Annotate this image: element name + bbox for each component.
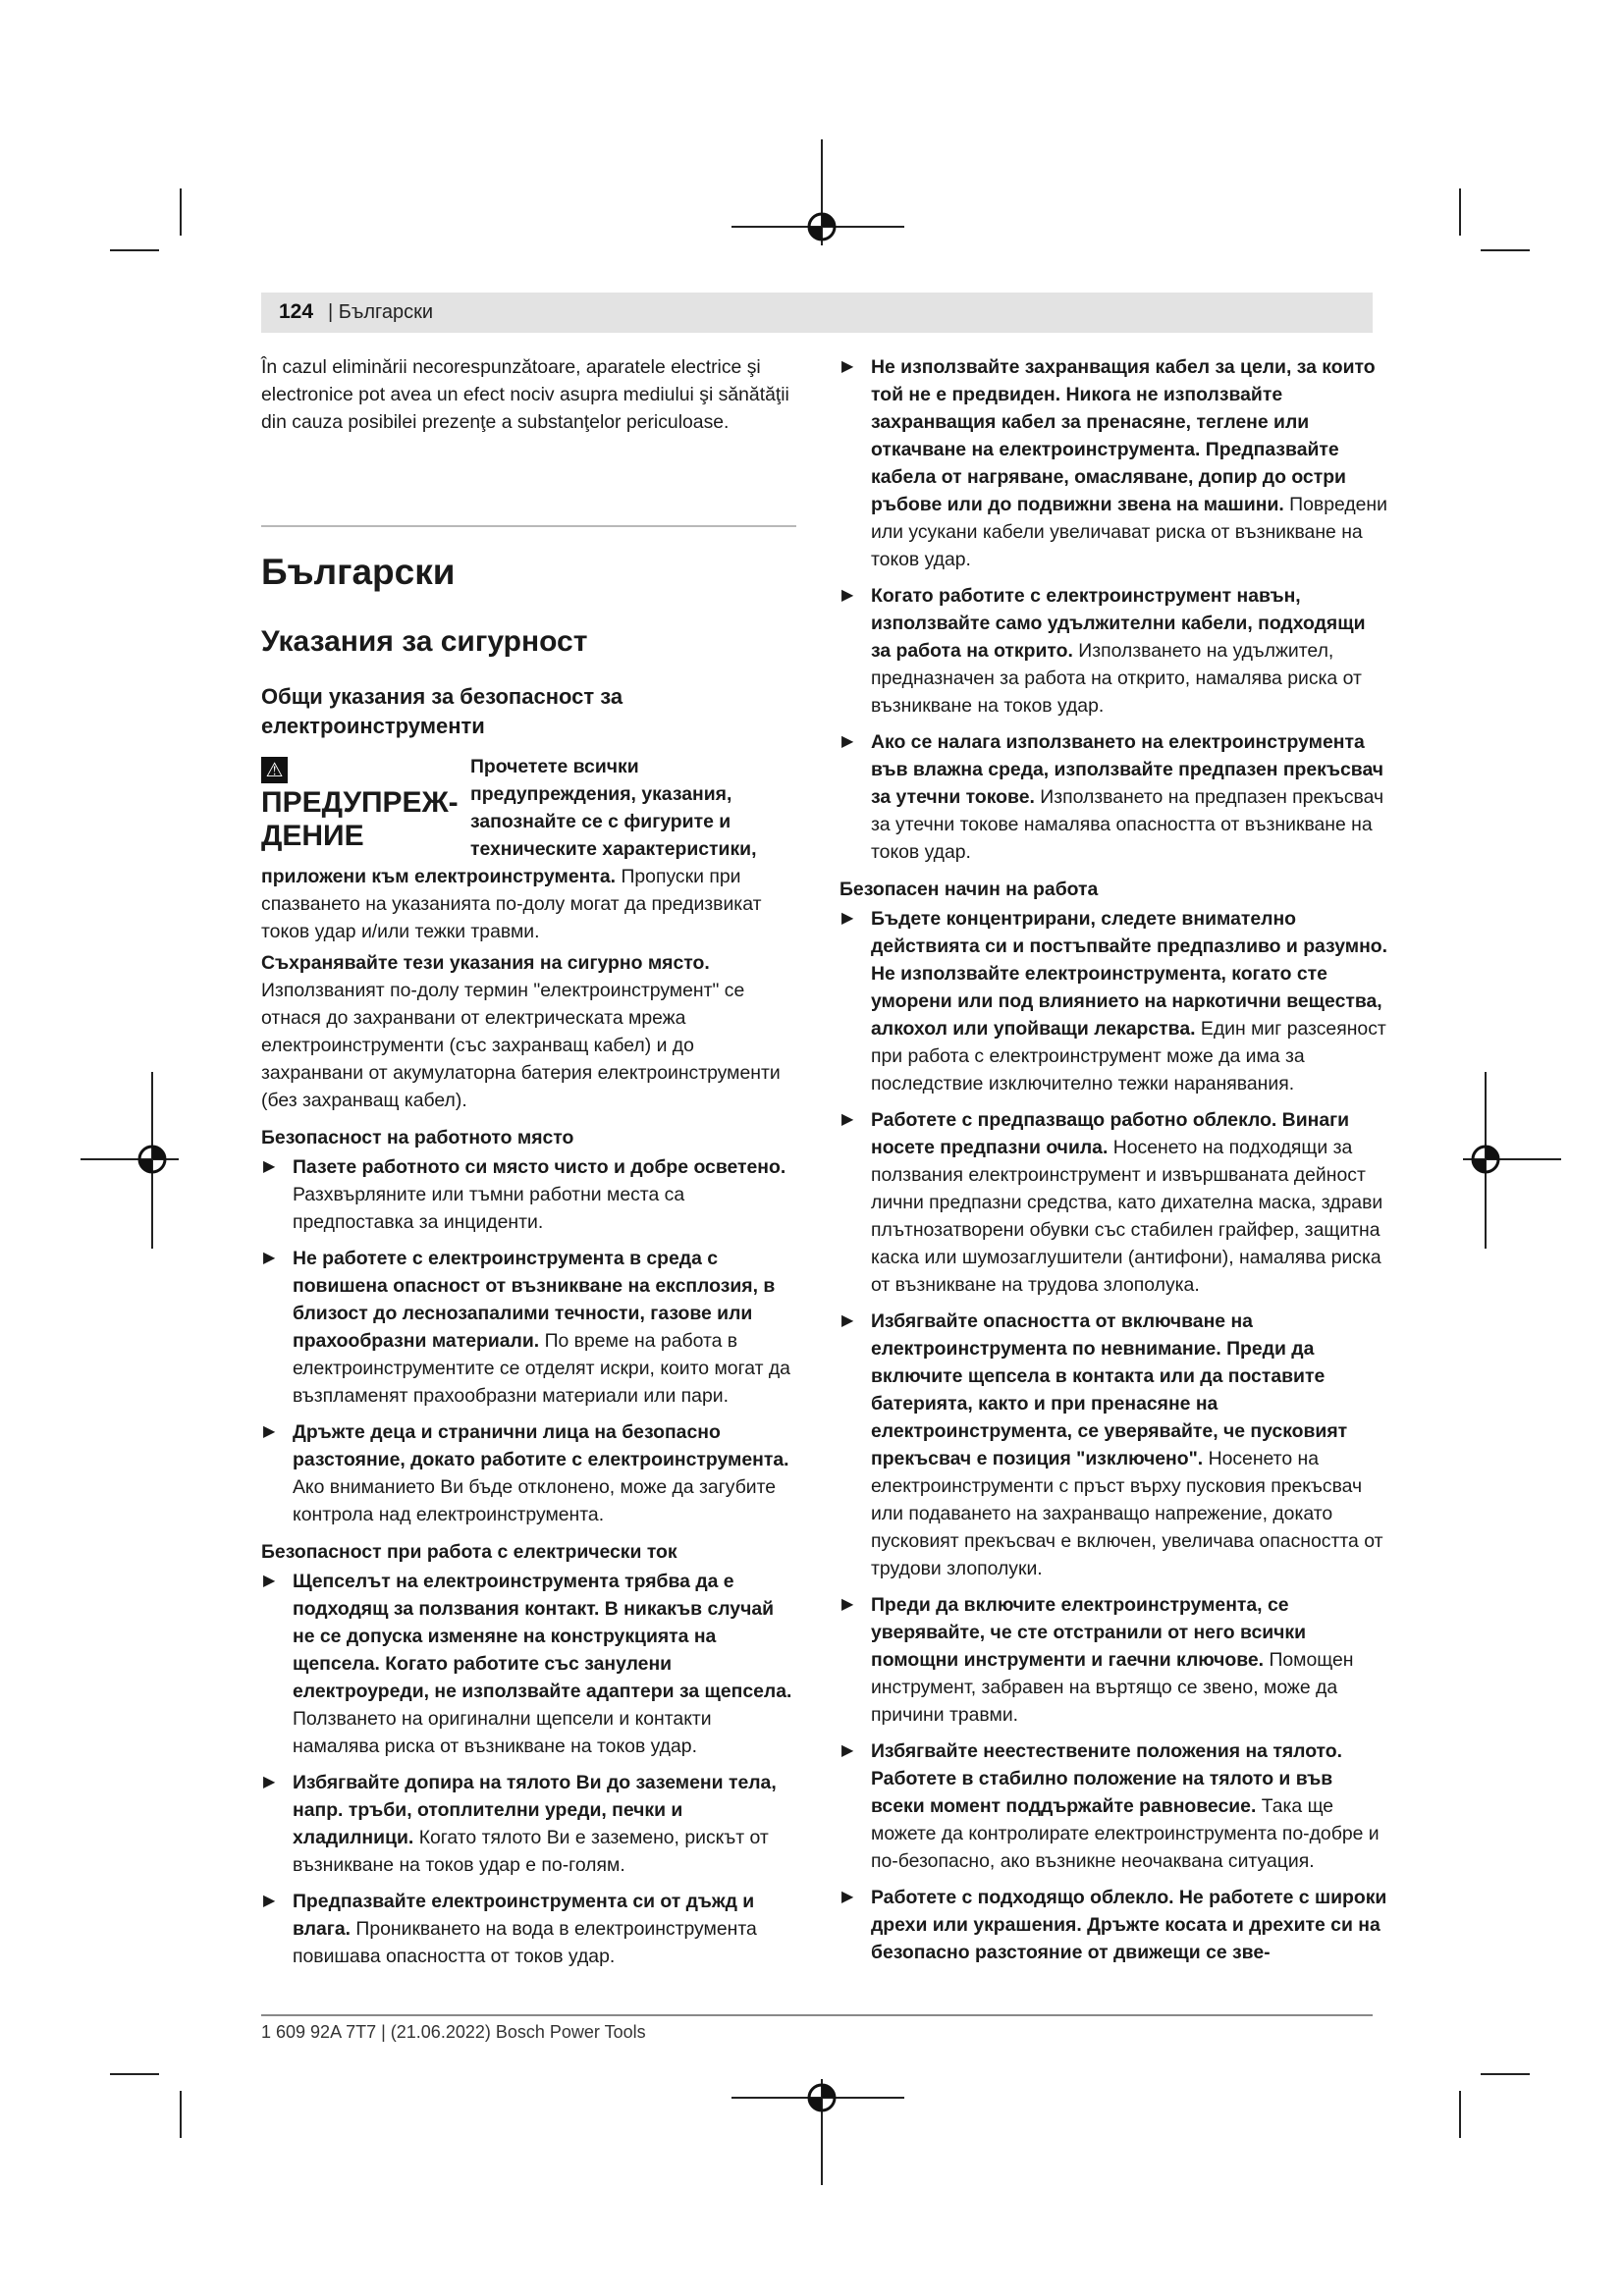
bullet-arrow-icon: ▶ bbox=[263, 1573, 276, 1589]
item-text: Ако вниманието Ви бъде отклонено, може да загубите контрола над електроинструмента. bbox=[293, 1476, 777, 1525]
crop-mark bbox=[180, 2091, 182, 2138]
item-text: Използването на предпазен прекъсвач за утечни токове намалява опасността от възникване на токов удар. bbox=[871, 786, 1384, 863]
item-text: Разхвърляните или тъмни работни места са предпоставка за инциденти. bbox=[293, 1184, 685, 1233]
crop-mark bbox=[110, 2073, 159, 2075]
bullet-arrow-icon: ▶ bbox=[841, 587, 854, 604]
registration-target-icon bbox=[802, 2078, 841, 2117]
crop-mark bbox=[110, 249, 159, 251]
item-bold: Работете с предпазващо работно облекло. Винаги носете предпазни очила. bbox=[871, 1109, 1350, 1158]
bullet-arrow-icon: ▶ bbox=[263, 1423, 276, 1440]
item-bold: Преди да включите електроинструмента, се уверявайте, че сте отстранили от него всички помощни инструменти и гаечни ключове. bbox=[871, 1594, 1307, 1671]
right-column bbox=[839, 353, 1389, 1975]
bullet-arrow-icon: ▶ bbox=[841, 1889, 854, 1905]
personal-safety-list bbox=[839, 905, 1389, 1966]
warning-triangle-icon: ⚠ bbox=[261, 757, 288, 783]
warning-block bbox=[261, 753, 796, 945]
crop-mark bbox=[180, 188, 182, 236]
crop-mark bbox=[1459, 188, 1461, 236]
personal-safety-heading: Безопасен начин на работа bbox=[839, 879, 1099, 900]
item-bold: Избягвайте опасността от включване на електроинструмента по невнимание. Преди да включите щепсела в контакта или да поставите батерията, както и при пренасяне на електроинструмента, се уверявайте, че пусковият прекъсвач е позиция "изключено". bbox=[871, 1310, 1348, 1469]
bullet-arrow-icon: ▶ bbox=[841, 358, 854, 375]
bullet-arrow-icon: ▶ bbox=[263, 1774, 276, 1790]
list-item bbox=[839, 1308, 1389, 1582]
page-footer: 1 609 92A 7T7 | (21.06.2022) Bosch Power Tools bbox=[261, 2022, 646, 2042]
warning-label-text: ПРЕДУПРЕЖ-ДЕНИЕ bbox=[261, 786, 459, 852]
bullet-arrow-icon: ▶ bbox=[841, 1742, 854, 1759]
list-item bbox=[839, 728, 1389, 866]
item-text: Проникването на вода в електроинструмента повишава опасността от токов удар. bbox=[293, 1918, 757, 1967]
left-column bbox=[261, 353, 796, 1979]
warning-label bbox=[261, 753, 462, 853]
item-bold: Работете с подходящо облекло. Не работете с широки дрехи или украшения. Дръжте косата и дрехите си на безопасно разстояние от движещи се зве- bbox=[871, 1887, 1387, 1963]
page-number: 124 bbox=[279, 300, 314, 323]
item-bold: Бъдете концентрирани, следете внимателно действията си и постъпвайте предпазливо и разумно. Не използвайте електроинструмента, когато сте уморени или под влиянието на наркотични вещества, алкохол или упойващи лекарства. bbox=[871, 908, 1388, 1040]
list-item bbox=[839, 1106, 1389, 1299]
item-bold: Предпазвайте електроинструмента си от дъжд и влага. bbox=[293, 1891, 755, 1940]
item-text: Един миг разсеяност при работа с електроинструмент може да има за последствие изключително тежки наранявания. bbox=[871, 1018, 1386, 1095]
list-item bbox=[261, 1418, 796, 1528]
workplace-safety-list bbox=[261, 1153, 796, 1528]
list-item bbox=[261, 1153, 796, 1236]
intro-paragraph: În cazul eliminării necorespunzătoare, aparatele electrice şi electronice pot avea un efect nociv asupra mediului şi sănătăţii din cauza posibilei prezenţe a substanţelor periculoase. bbox=[261, 356, 789, 433]
list-item bbox=[839, 1591, 1389, 1729]
bullet-arrow-icon: ▶ bbox=[841, 910, 854, 927]
page-header bbox=[261, 293, 1373, 333]
list-item bbox=[839, 353, 1389, 573]
list-item bbox=[261, 1888, 796, 1970]
list-item bbox=[261, 1568, 796, 1760]
warning-bold-text: Прочетете всички предупреждения, указания, запознайте се с фигурите и техническите характеристики, приложени към електроинструмента. bbox=[261, 756, 757, 887]
header-language-label: Български bbox=[338, 301, 434, 323]
item-bold: Не използвайте захранващия кабел за цели, за които той не е предвиден. Никога не използвайте захранващия кабел за пренасяне, теглене или откачване на електроинструмента. Предпазвайте кабела от нагряване, омасляване, допир до остри ръбове или до подвижни звена на машини. bbox=[871, 356, 1376, 515]
header-language: | Български bbox=[328, 301, 434, 323]
item-text: Когато тялото Ви е заземено, рискът от възникване на токов удар е по-голям. bbox=[293, 1827, 769, 1876]
warning-text: Пропуски при спазването на указанията по-долу могат да предизвикат токов удар и/или тежки травми. bbox=[261, 866, 762, 942]
list-item bbox=[839, 1737, 1389, 1875]
registration-target-icon bbox=[1466, 1140, 1505, 1179]
item-text: Носенето на подходящи за ползвания електроинструмент и извършваната дейност лични предпазни средства, като дихателна маска, здрави плътнозатворени обувки със стабилен грайфер, защитна каска или шумозаглушители (антифони), намалява риска от възникване на трудова злополука. bbox=[871, 1137, 1383, 1296]
bullet-arrow-icon: ▶ bbox=[841, 733, 854, 750]
item-bold: Пазете работното си място чисто и добре осветено. bbox=[293, 1156, 786, 1178]
bullet-arrow-icon: ▶ bbox=[841, 1312, 854, 1329]
list-item bbox=[261, 1769, 796, 1879]
crop-mark bbox=[1481, 2073, 1530, 2075]
item-bold: Избягвайте неестествените положения на тялото. Работете в стабилно положение на тялото и във всеки момент поддържайте равновесие. bbox=[871, 1740, 1343, 1817]
item-bold: Дръжте деца и странични лица на безопасно разстояние, докато работите с електроинструмента. bbox=[293, 1421, 789, 1470]
electrical-safety-list-continued bbox=[839, 353, 1389, 866]
list-item bbox=[261, 1245, 796, 1410]
crop-mark bbox=[1481, 249, 1530, 251]
bullet-arrow-icon: ▶ bbox=[263, 1158, 276, 1175]
list-item bbox=[839, 905, 1389, 1097]
language-heading: Български bbox=[261, 552, 456, 592]
section-divider bbox=[261, 525, 796, 527]
item-text: По време на работа в електроинструментите се отделят искри, които могат да възпламенят прахообразни материали или пари. bbox=[293, 1330, 790, 1407]
item-bold: Избягвайте допира на тялото Ви до заземени тела, напр. тръби, отоплителни уреди, печки и хладилници. bbox=[293, 1772, 777, 1848]
safety-heading: Указания за сигурност bbox=[261, 625, 588, 658]
registration-target-icon bbox=[133, 1140, 172, 1179]
list-item bbox=[839, 1884, 1389, 1966]
item-bold: Ако се налага използването на електроинструмента във влажна среда, използвайте предпазен прекъсвач за утечни токове. bbox=[871, 731, 1384, 808]
item-text: Помощен инструмент, забравен на въртящо се звено, може да причини травми. bbox=[871, 1649, 1354, 1726]
bullet-arrow-icon: ▶ bbox=[263, 1893, 276, 1909]
bullet-arrow-icon: ▶ bbox=[841, 1596, 854, 1613]
electrical-safety-list bbox=[261, 1568, 796, 1970]
item-text: Носенето на електроинструменти с пръст върху пусковия прекъсвач или подаването на захранващо напрежение, докато пусковият прекъсвач е включен, увеличава опасността от трудови злополуки. bbox=[871, 1448, 1383, 1579]
keep-instructions: Съхранявайте тези указания на сигурно място. bbox=[261, 952, 710, 974]
general-safety-heading: Общи указания за безопасност за електроинструменти bbox=[261, 684, 623, 738]
item-text: Повредени или усукани кабели увеличават риска от възникване на токов удар. bbox=[871, 494, 1387, 570]
crop-mark bbox=[1459, 2091, 1461, 2138]
item-bold: Не работете с електроинструмента в среда с повишена опасност от възникване на експлозия, в близост до леснозапалими течности, газове или прахообразни материали. bbox=[293, 1248, 776, 1352]
registration-target-icon bbox=[802, 207, 841, 246]
item-bold: Щепселът на електроинструмента трябва да е подходящ за ползвания контакт. В никакъв случай не се допуска изменяне на конструкцията на щепсела. Когато работите със занулени електроуреди, не използвайте адаптери за щепсела. bbox=[293, 1571, 792, 1702]
item-text: Използването на удължител, предназначен за работа на открито, намалява риска от възникване на токов удар. bbox=[871, 640, 1362, 717]
electrical-safety-heading: Безопасност при работа с електрически ток bbox=[261, 1541, 677, 1563]
bullet-arrow-icon: ▶ bbox=[263, 1250, 276, 1266]
item-text: Така ще можете да контролирате електроинструмента по-добре и по-безопасно, ако възникне неочаквана ситуация. bbox=[871, 1795, 1380, 1872]
item-bold: Когато работите с електроинструмент навън, използвайте само удължителни кабели, подходящи за работа на открито. bbox=[871, 585, 1366, 662]
term-paragraph: Използваният по-долу термин "електроинструмент" се отнася до захранвани от електрическата мрежа електроинструменти (със захранващ кабел) и до захранвани от акумулаторна батерия електроинструменти (без захранващ кабел). bbox=[261, 980, 781, 1111]
footer-divider bbox=[261, 2014, 1373, 2016]
bullet-arrow-icon: ▶ bbox=[841, 1111, 854, 1128]
item-text: Ползването на оригинални щепсели и контакти намалява риска от възникване на токов удар. bbox=[293, 1708, 712, 1757]
list-item bbox=[839, 582, 1389, 720]
workplace-safety-heading: Безопасност на работното място bbox=[261, 1127, 574, 1148]
